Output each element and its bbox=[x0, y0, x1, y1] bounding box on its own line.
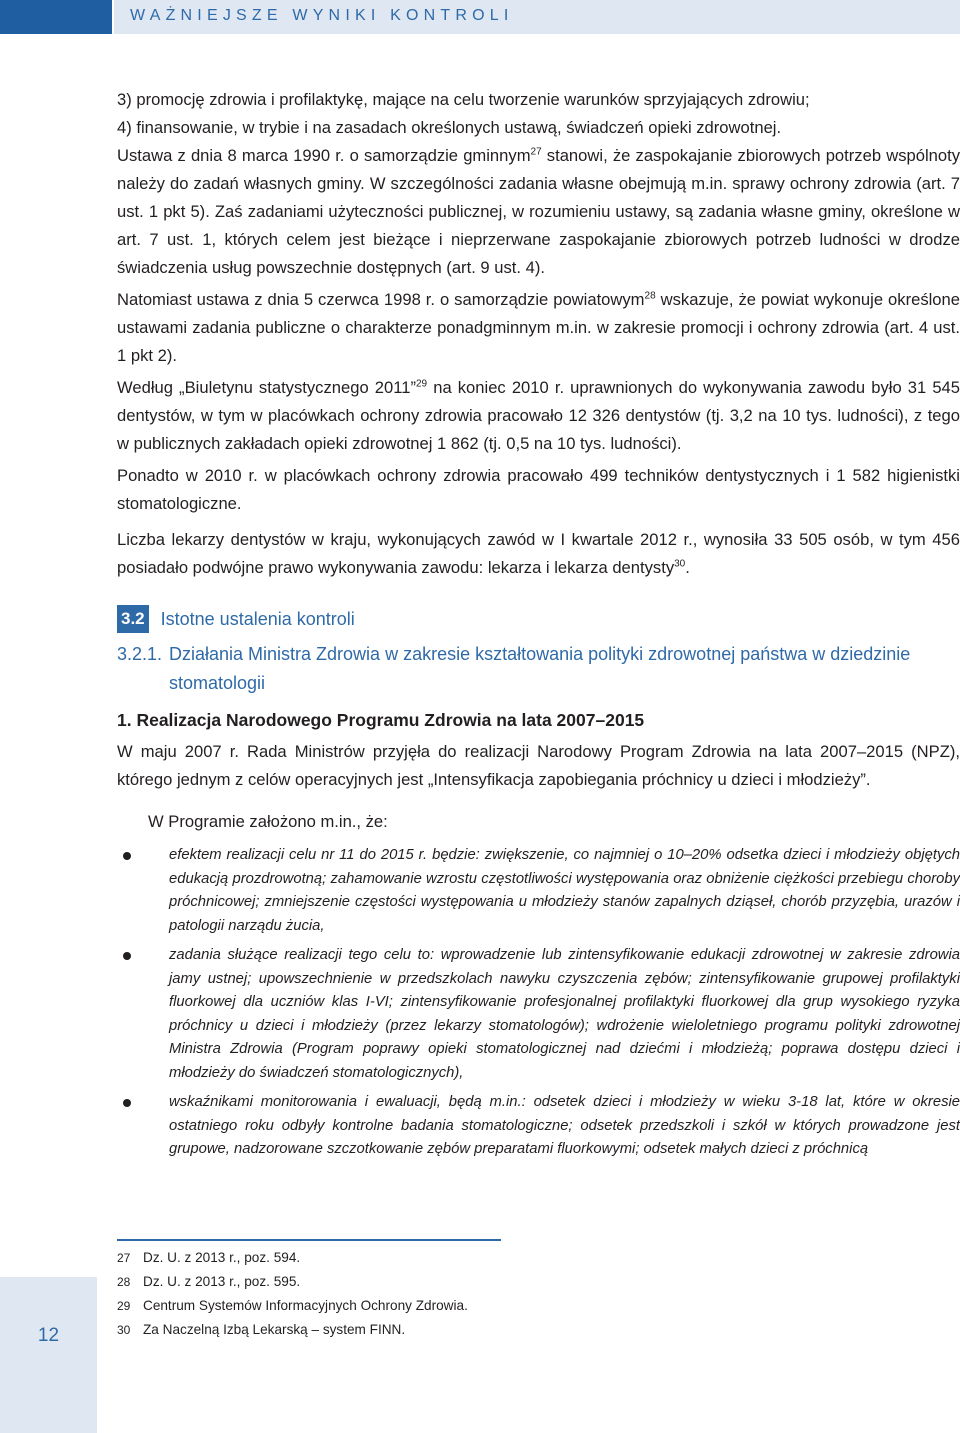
header-dark-block bbox=[0, 0, 112, 34]
list-item bbox=[117, 844, 960, 938]
section-heading bbox=[117, 604, 960, 634]
paragraph-text: Natomiast ustawa z dnia 5 czerwca 1998 r. o samorządzie powiatowym bbox=[117, 290, 645, 309]
top-header-bar bbox=[0, 0, 960, 34]
footnote-30 bbox=[117, 1319, 717, 1343]
section-number-badge: 3.2 bbox=[117, 605, 149, 633]
bullet-text: zadania służące realizacji tego celu to: wprowadzenie lub zintensyfikowanie edukacji zdrowotnej w zakresie zdrowia jamy ustnej; upowszechnienie w przedszkolach nawyku czyszczenia zębów; zintensyfikowanie grupowej profilaktyki fluorkowej dla uczniów klas I-VI; zintensyfikowanie profesjonalnej profilaktyki fluorkowej dla grup wysokiego ryzyka próchnicy u dzieci i młodzieży (przez lekarzy stomatologów); wdrożenie wieloletniego programu polityki zdrowotnej Ministra Zdrowia (Program poprawy opieki stomatologicznej nad dziećmi i młodzieżą; poprawa dostępu dzieci i młodzieży do świadczeń stomatologicznych), bbox=[169, 947, 960, 1081]
list-item bbox=[117, 944, 960, 1085]
footnote-ref-28[interactable]: 28 bbox=[644, 290, 656, 302]
footnote-28 bbox=[117, 1271, 717, 1295]
subsection-title: Działania Ministra Zdrowia w zakresie kształtowania polityki zdrowotnej państwa w dziedzinie stomatologii bbox=[169, 644, 911, 693]
paragraph-powiat bbox=[117, 286, 960, 370]
bullet-icon bbox=[123, 852, 131, 860]
list-item-4: 4) finansowanie, w trybie i na zasadach określonych ustawą, świadczeń opieki zdrowotnej. bbox=[117, 118, 782, 137]
page-number-box bbox=[0, 1277, 97, 1433]
footnote-number: 27 bbox=[117, 1251, 131, 1265]
footnote-27 bbox=[117, 1247, 717, 1271]
bullet-icon bbox=[123, 952, 131, 960]
footnote-ref-27[interactable]: 27 bbox=[530, 146, 542, 158]
list-item bbox=[117, 1091, 960, 1162]
page-number: 12 bbox=[37, 1325, 60, 1346]
bullet-icon bbox=[123, 1099, 131, 1107]
main-content bbox=[117, 86, 960, 1168]
paragraph-text: Liczba lekarzy dentystów w kraju, wykonujących zawód w I kwartale 2012 r., wynosiła 33 505 osób, w tym 456 posiadało podwójne prawo wykonywania zawodu: lekarza i lekarza dentysty bbox=[117, 530, 960, 577]
bullet-text: efektem realizacji celu nr 11 do 2015 r. będzie: zwiększenie, co najmniej o 10–20% odsetka dzieci i młodzieży objętych edukacją prozdrowotną; zahamowanie wzrostu częstotliwości występowania oraz obniżenie ciężkości przebiegu choroby próchnicowej; zmniejszenie częstości występowania u młodzieży stanów zapalnych dziąseł, chorób przyzębia, urazów i patologii narządu żucia, bbox=[169, 847, 960, 934]
footnote-text: Za Naczelną Izbą Lekarską – system FINN. bbox=[143, 1322, 406, 1337]
paragraph-npz: W maju 2007 r. Rada Ministrów przyjęła do realizacji Narodowy Program Zdrowia na lata 2007–2015 (NPZ), którego jednym z celów operacyjnych jest „Intensyfikacja zapobiegania próchnicy u dzieci i młodzieży”. bbox=[117, 742, 960, 789]
subsection-number: 3.2.1. bbox=[117, 644, 163, 664]
footnote-text: Dz. U. z 2013 r., poz. 595. bbox=[143, 1274, 301, 1289]
paragraph-technicy: Ponadto w 2010 r. w placówkach ochrony zdrowia pracowało 499 techników dentystycznych i 1 582 higienistki stomatologiczne. bbox=[117, 466, 960, 513]
subsection-heading bbox=[117, 640, 960, 698]
footnote-29 bbox=[117, 1295, 717, 1319]
list-item-3: 3) promocję zdrowia i profilaktykę, mające na celu tworzenie warunków sprzyjających zdrowiu; bbox=[117, 90, 810, 109]
paragraph-text: na koniec 2010 r. uprawnionych do wykonywania zawodu było 31 545 dentystów, w tym w placówkach ochrony zdrowia pracowało 12 326 dentystów (tj. 3,2 na 10 tys. ludności), z tego w publicznych zakładach opieki zdrowotnej 1 862 (tj. 0,5 na 10 tys. ludności). bbox=[117, 378, 960, 453]
footnote-text: Dz. U. z 2013 r., poz. 594. bbox=[143, 1250, 301, 1265]
footnote-number: 29 bbox=[117, 1299, 131, 1313]
paragraph-text: Ustawa z dnia 8 marca 1990 r. o samorządzie gminnym bbox=[117, 146, 531, 165]
paragraph-text: wskazuje, że powiat wykonuje określone ustawami zadania publiczne o charakterze ponadgminnym m.in. w zakresie promocji i ochrony zdrowia (art. 4 ust. 1 pkt 2). bbox=[117, 290, 960, 365]
program-heading: 1. Realizacja Narodowego Programu Zdrowia na lata 2007–2015 bbox=[117, 710, 645, 730]
paragraph-text: stanowi, że zaspokajanie zbiorowych potrzeb wspólnoty należy do zadań własnych gminy. W szczególności zadania własne obejmują m.in. sprawy ochrony zdrowia (art. 7 ust. 1 pkt 5). Zaś zadaniami użyteczności publicznej, w rozumieniu ustawy, są zadania własne gminy, określone w art. 7 ust. 1, których celem jest bieżące i nieprzerwane zaspokajanie zbiorowych potrzeb ludności w drodze świadczenia usług powszechnie dostępnych (art. 9 ust. 4). bbox=[117, 146, 960, 277]
paragraph-text: Według „Biuletynu statystycznego 2011” bbox=[117, 378, 416, 397]
paragraph-gmina bbox=[117, 142, 960, 282]
footnote-ref-30[interactable]: 30 bbox=[674, 558, 686, 570]
footnote-number: 30 bbox=[117, 1323, 131, 1337]
footnote-ref-29[interactable]: 29 bbox=[416, 378, 428, 390]
paragraph-biuletyn bbox=[117, 374, 960, 458]
footnote-text: Centrum Systemów Informacyjnych Ochrony Zdrowia. bbox=[143, 1298, 468, 1313]
section-title: Istotne ustalenia kontroli bbox=[160, 609, 355, 629]
paragraph-lekarze bbox=[117, 526, 960, 582]
footnotes bbox=[117, 1247, 717, 1343]
footnote-number: 28 bbox=[117, 1275, 131, 1289]
program-bullet-list bbox=[117, 844, 960, 1162]
footnote-separator bbox=[117, 1239, 501, 1241]
bullet-text: wskaźnikami monitorowania i ewaluacji, będą m.in.: odsetek dzieci i młodzieży w wieku 3-18 lat, które w okresie ostatniego roku odbyły kontrolne badania stomatologiczne; odsetek przedszkoli i szkół w których prowadzone jest grupowe, nadzorowane szczotkowanie zębów preparatami fluorkowymi; odsetek małych dzieci z próchnicą bbox=[169, 1094, 960, 1157]
running-header: WAŻNIEJSZE WYNIKI KONTROLI bbox=[130, 7, 514, 24]
paragraph-text: . bbox=[685, 558, 690, 577]
paragraph-program-intro: W Programie założono m.in., że: bbox=[148, 812, 388, 831]
